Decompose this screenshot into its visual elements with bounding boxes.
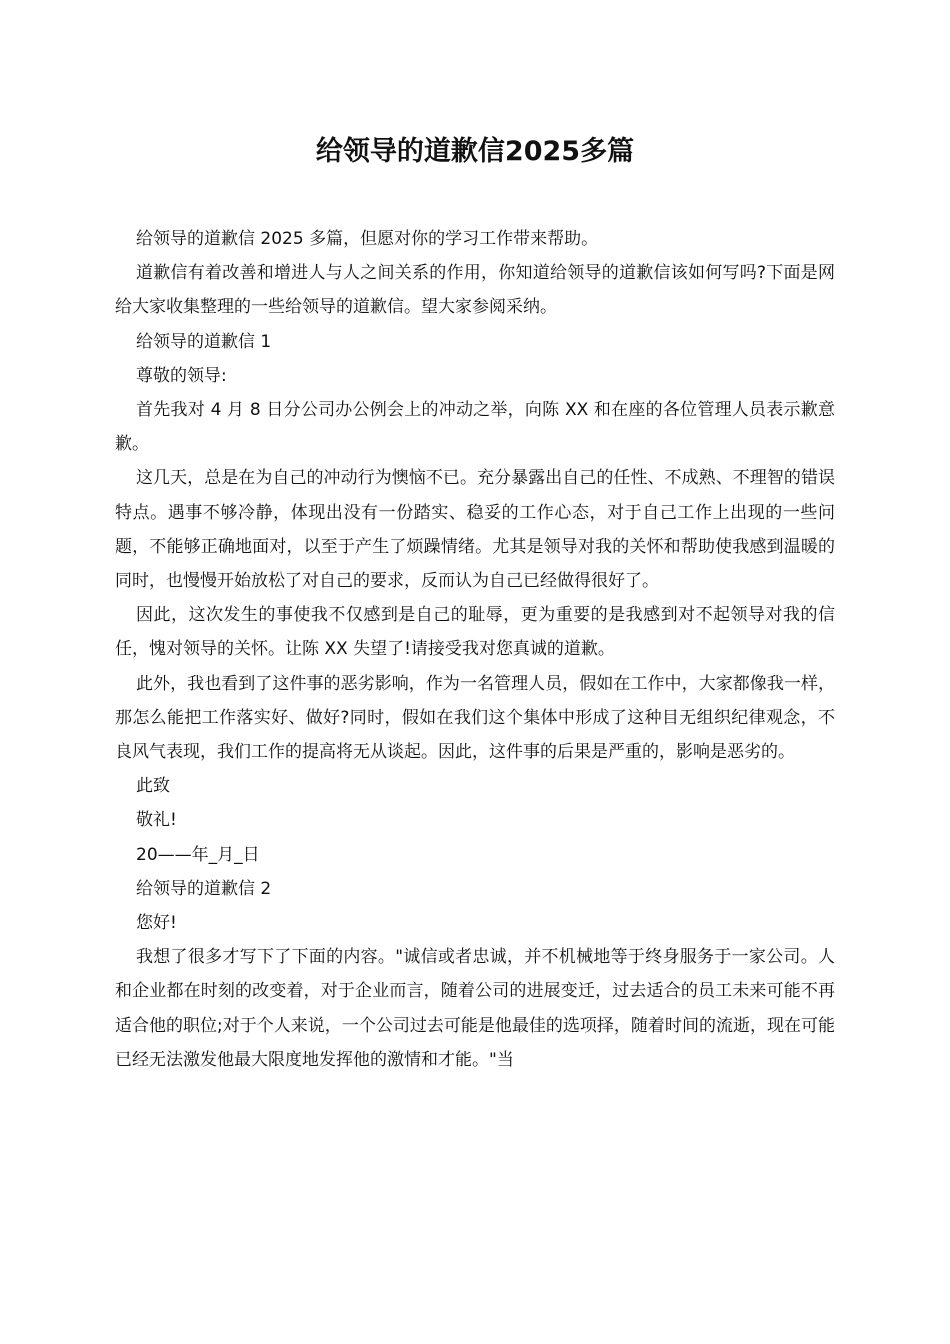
letter-1-closing: 此致 bbox=[136, 776, 170, 797]
letter-1-paragraph: 因此，这次发生的事使我不仅感到是自己的耻辱，更为重要的是我感到对不起领导对我的信任，愧对领导的关怀。让陈 XX 失望了!请接受我对您真诚的道歉。 bbox=[115, 605, 835, 660]
letter-1-paragraph: 这几天，总是在为自己的冲动行为懊恼不已。充分暴露出自己的任性、不成熟、不理智的错误特点。遇事不够冷静，体现出没有一份踏实、稳妥的工作心态，对于自己工作上出现的一些问题，不能够正确地面对，以至于产生了烦躁情绪。尤其是领导对我的关怀和帮助使我感到温暖的同时，也慢慢开始放松了对自己的要求，反而认为自己已经做得很好了。 bbox=[115, 468, 835, 592]
letter-1-regards: 敬礼! bbox=[136, 810, 177, 831]
letter-1-paragraph: 首先我对 4 月 8 日分公司办公例会上的冲动之举，向陈 XX 和在座的各位管理人员表示歉意歉。 bbox=[115, 400, 835, 455]
letter-1-date: 20——年_月_日 bbox=[136, 844, 260, 865]
letter-1-heading: 给领导的道歉信 1 bbox=[136, 331, 272, 352]
paragraph-description: 道歉信有着改善和增进人与人之间关系的作用，你知道给领导的道歉信该如何写吗?下面是网给大家收集整理的一些给领导的道歉信。望大家参阅采纳。 bbox=[115, 263, 835, 318]
letter-2-salutation: 您好! bbox=[136, 913, 177, 934]
letter-2-heading: 给领导的道歉信 2 bbox=[136, 878, 272, 899]
letter-1-paragraph: 此外，我也看到了这件事的恶劣影响，作为一名管理人员，假如在工作中，大家都像我一样，那怎么能把工作落实好、做好?同时，假如在我们这个集体中形成了这种目无组织纪律观念，不良风气表现，我们工作的提高将无从谈起。因此，这件事的后果是严重的，影响是恶劣的。 bbox=[115, 673, 835, 763]
paragraph-intro: 给领导的道歉信 2025 多篇，但愿对你的学习工作带来帮助。 bbox=[136, 229, 599, 249]
document-title: 给领导的道歉信2025多篇 bbox=[315, 136, 635, 167]
letter-1-salutation: 尊敬的领导: bbox=[136, 365, 227, 386]
letter-2-paragraph: 我想了很多才写下了下面的内容。"诚信或者忠诚，并不机械地等于终身服务于一家公司。人和企业都在时刻的改变着，对于企业而言，随着公司的进展变迁，过去适合的员工未来可能不再适合他的职位;对于个人来说，一个公司过去可能是他最佳的选项择，随着时间的流逝，现在可能已经无法激发他最大限度地发挥他的激情和才能。"当 bbox=[115, 947, 835, 1070]
document-body bbox=[115, 222, 835, 1077]
